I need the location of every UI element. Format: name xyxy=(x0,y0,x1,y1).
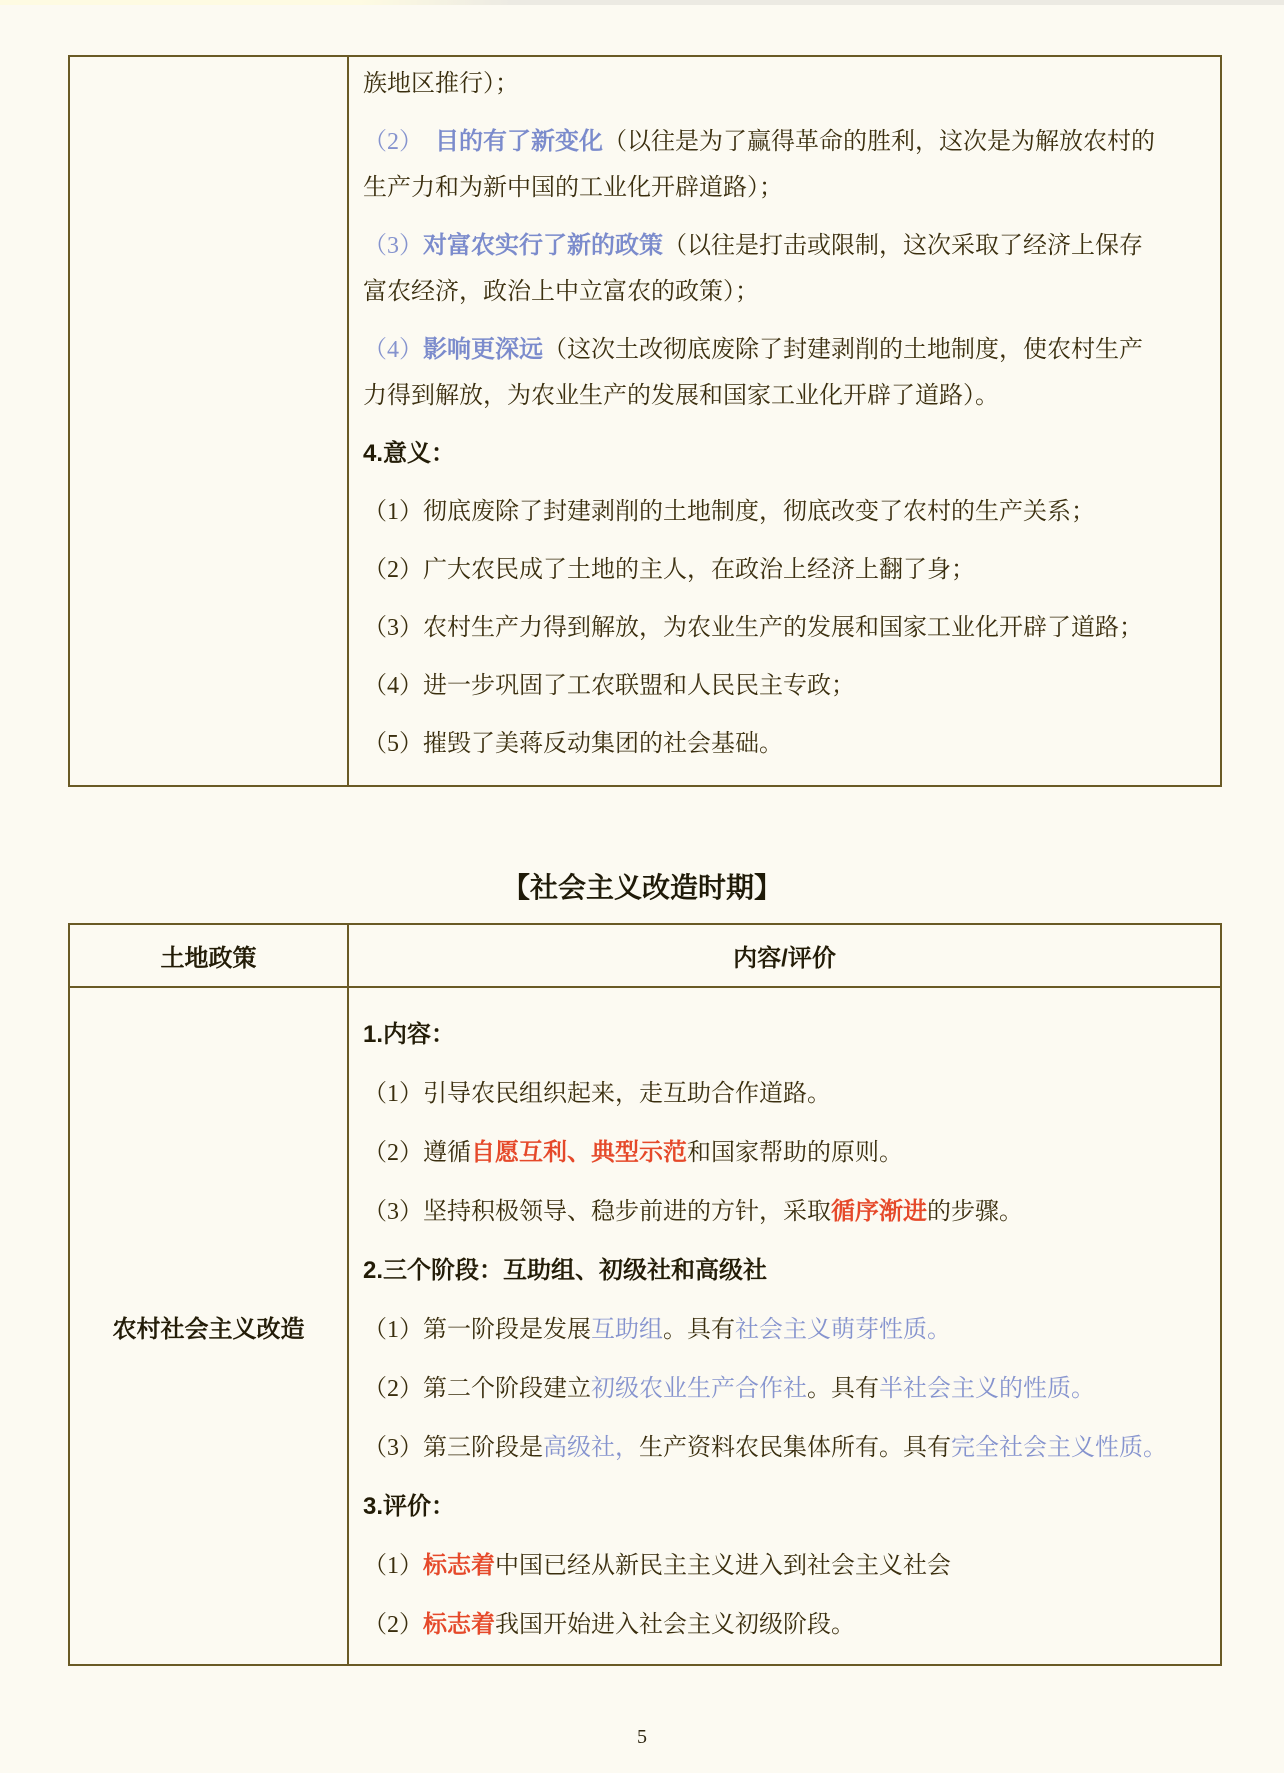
text-segment: 高级社， xyxy=(543,1435,639,1461)
text-line xyxy=(363,605,1206,651)
text-segment: 社会主义萌芽性质。 xyxy=(735,1317,951,1343)
paragraph xyxy=(363,663,1206,709)
text-line xyxy=(363,663,1206,709)
text-segment: 影响更深远 xyxy=(423,336,543,363)
header-cell-policy: 土地政策 xyxy=(160,945,257,972)
text-line xyxy=(363,327,1206,373)
text-segment: 初级农业生产合作社 xyxy=(591,1376,807,1402)
transformation-content-cell xyxy=(349,988,1220,1664)
text-segment xyxy=(411,129,435,155)
text-segment: （以往是打击或限制，这次采取了经济上保存 xyxy=(663,233,1143,259)
text-line xyxy=(363,1248,1206,1294)
text-segment: 1.内容： xyxy=(363,1021,456,1048)
text-segment: （2）广大农民成了土地的主人，在政治上经济上翻了身； xyxy=(363,557,975,583)
paragraph xyxy=(363,489,1206,535)
text-line xyxy=(363,269,1206,315)
text-line xyxy=(363,119,1206,165)
socialist-transformation-table xyxy=(68,923,1222,1666)
text-segment: 。具有 xyxy=(663,1317,735,1343)
section-title: 【社会主义改造时期】 xyxy=(501,872,782,903)
text-segment: 标志着 xyxy=(423,1552,495,1579)
text-segment: 生产资料农民集体所有。具有 xyxy=(639,1435,951,1461)
text-segment: 2.三个阶段：互助组、初级社和高级社 xyxy=(363,1257,768,1284)
text-segment: （1）第一阶段是发展 xyxy=(363,1317,591,1343)
page-edge-strip xyxy=(0,0,1284,5)
text-segment: （3） xyxy=(363,233,423,259)
paragraph xyxy=(363,223,1206,315)
text-segment: 族地区推行）； xyxy=(363,71,519,97)
text-line xyxy=(363,1602,1206,1648)
text-segment: 半社会主义的性质。 xyxy=(879,1376,1095,1402)
paragraph xyxy=(363,1248,1206,1294)
page-number: 5 xyxy=(637,1726,647,1748)
land-reform-table-content-cell xyxy=(349,57,1220,785)
text-line xyxy=(363,1366,1206,1412)
text-segment: （1）引导农民组织起来，走互助合作道路。 xyxy=(363,1081,831,1107)
table-header-row xyxy=(70,925,1220,988)
paragraph xyxy=(363,721,1206,767)
text-segment: 标志着 xyxy=(423,1611,495,1638)
paragraph xyxy=(363,1425,1206,1471)
paragraph xyxy=(363,1307,1206,1353)
text-segment: 自愿互利、典型示范 xyxy=(471,1139,687,1166)
text-line xyxy=(363,431,1206,477)
paragraph xyxy=(363,431,1206,477)
paragraph xyxy=(363,1484,1206,1530)
text-line xyxy=(363,1307,1206,1353)
paragraph xyxy=(363,1543,1206,1589)
paragraph xyxy=(363,547,1206,593)
text-line xyxy=(363,1543,1206,1589)
paragraph xyxy=(363,1071,1206,1117)
text-segment: 完全社会主义性质。 xyxy=(951,1435,1167,1461)
text-segment: （3）农村生产力得到解放，为农业生产的发展和国家工业化开辟了道路； xyxy=(363,615,1143,641)
header-cell-content: 内容/评价 xyxy=(733,945,836,972)
text-segment: 生产力和为新中国的工业化开辟道路）； xyxy=(363,175,783,201)
text-segment: 目的有了新变化 xyxy=(435,128,603,155)
paragraph xyxy=(363,1189,1206,1235)
text-segment: 力得到解放，为农业生产的发展和国家工业化开辟了道路）。 xyxy=(363,383,999,409)
text-segment: （以往是为了赢得革命的胜利，这次是为解放农村的 xyxy=(603,129,1155,155)
row-label-cell: 农村社会主义改造 xyxy=(112,1315,305,1343)
text-segment: 4.意义： xyxy=(363,440,456,467)
text-segment: 的步骤。 xyxy=(927,1199,1023,1225)
text-line xyxy=(363,1071,1206,1117)
text-line xyxy=(363,1130,1206,1176)
paragraph xyxy=(363,119,1206,211)
text-segment: （3）坚持积极领导、稳步前进的方针，采取 xyxy=(363,1199,831,1225)
paragraph xyxy=(363,605,1206,651)
text-segment: （4）进一步巩固了工农联盟和人民民主专政； xyxy=(363,673,855,699)
text-segment: （2）第二个阶段建立 xyxy=(363,1376,591,1402)
paragraph xyxy=(363,1012,1206,1058)
text-line xyxy=(363,1484,1206,1530)
text-segment: 3.评价： xyxy=(363,1493,456,1520)
text-segment: 对富农实行了新的政策 xyxy=(423,232,663,259)
text-segment: 我国开始进入社会主义初级阶段。 xyxy=(495,1612,855,1638)
text-segment: 循序渐进 xyxy=(831,1198,927,1225)
text-segment: （5）摧毁了美蒋反动集团的社会基础。 xyxy=(363,731,783,757)
text-segment: （2）遵循 xyxy=(363,1140,471,1166)
text-line xyxy=(363,489,1206,535)
land-reform-table-left-cell xyxy=(70,57,347,785)
text-segment: 互助组 xyxy=(591,1317,663,1343)
text-line xyxy=(363,1012,1206,1058)
text-segment: 和国家帮助的原则。 xyxy=(687,1140,903,1166)
text-line xyxy=(363,721,1206,767)
paragraph xyxy=(363,61,1206,107)
text-segment: 富农经济，政治上中立富农的政策）； xyxy=(363,279,759,305)
text-line xyxy=(363,165,1206,211)
text-line xyxy=(363,547,1206,593)
paragraph xyxy=(363,1602,1206,1648)
text-segment: （1）彻底废除了封建剥削的土地制度，彻底改变了农村的生产关系； xyxy=(363,499,1095,525)
paragraph xyxy=(363,1366,1206,1412)
text-segment: （3）第三阶段是 xyxy=(363,1435,543,1461)
text-segment: 中国已经从新民主主义进入到社会主义社会 xyxy=(495,1553,951,1579)
text-line xyxy=(363,373,1206,419)
text-segment: （这次土改彻底废除了封建剥削的土地制度，使农村生产 xyxy=(543,337,1143,363)
text-segment: （2） xyxy=(363,1612,423,1638)
text-line xyxy=(363,1189,1206,1235)
text-segment: （2） xyxy=(363,129,411,155)
text-line xyxy=(363,61,1206,107)
text-segment: 。具有 xyxy=(807,1376,879,1402)
land-reform-table xyxy=(68,55,1222,787)
text-line xyxy=(363,223,1206,269)
paragraph xyxy=(363,327,1206,419)
text-segment: （1） xyxy=(363,1553,423,1579)
text-line xyxy=(363,1425,1206,1471)
paragraph xyxy=(363,1130,1206,1176)
text-segment: （4） xyxy=(363,337,423,363)
